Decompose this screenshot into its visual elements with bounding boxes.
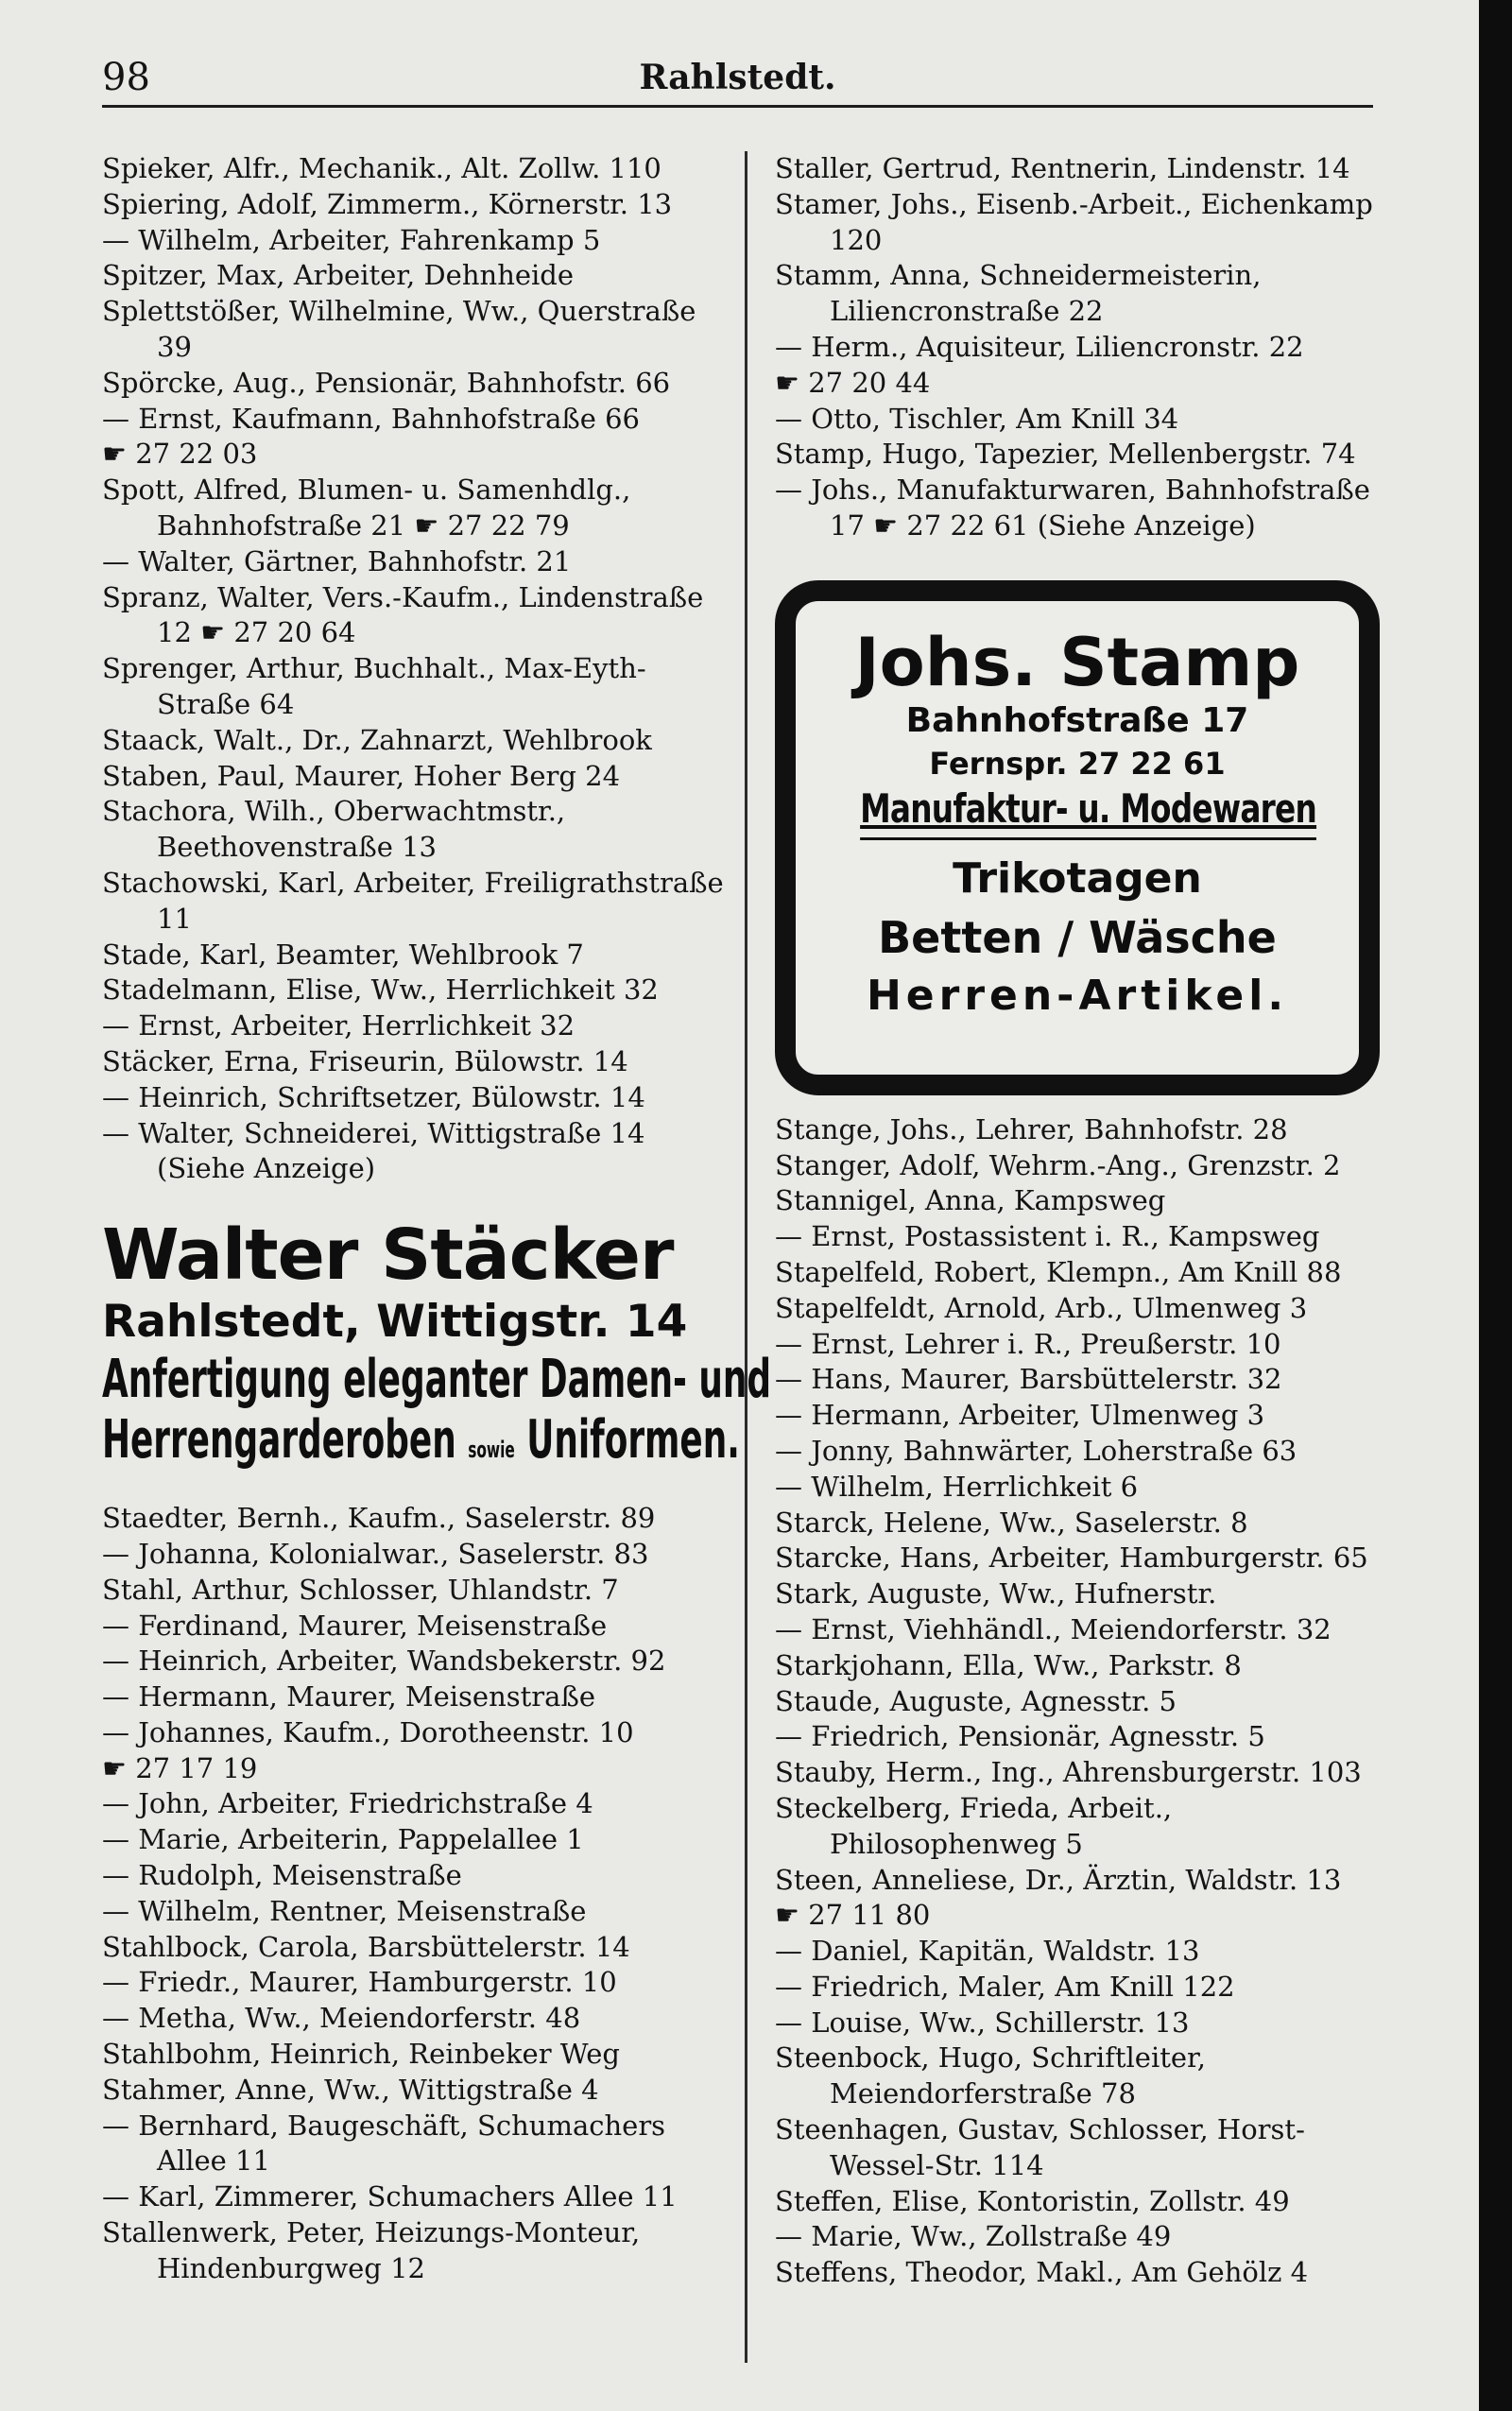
- directory-entry: Staedter, Bernh., Kaufm., Saselerstr. 89: [102, 1502, 656, 1535]
- directory-entry: Stange, Johs., Lehrer, Bahnhofstr. 28: [775, 1112, 1288, 1145]
- ad-line-2-small: sowie: [468, 1437, 515, 1464]
- directory-entry: — Johanna, Kolonialwar., Saselerstr. 83: [102, 1537, 649, 1570]
- ad-trade: Manufaktur- u. Modewaren: [860, 784, 1316, 840]
- directory-entry: — Hermann, Maurer, Meisenstraße: [102, 1680, 595, 1714]
- directory-entry: Splettstößer, Wilhelmine, Ww., Querstraße 39: [102, 295, 696, 363]
- right-entries-top: [775, 151, 1394, 544]
- directory-entry: Stallenwerk, Peter, Heizungs-Monteur, Hindenburgweg 12: [102, 2216, 641, 2284]
- directory-entry: Sprenger, Arthur, Buchhalt., Max-Eyth-Straße 64: [102, 652, 646, 720]
- directory-entry: — Johs., Manufakturwaren, Bahnhofstraße 17 ☛ 27 22 61 (Siehe Anzeige): [775, 474, 1370, 542]
- directory-entry: Steffens, Theodor, Makl., Am Gehölz 4: [775, 2256, 1309, 2289]
- running-head: Rahlstedt.: [639, 58, 836, 97]
- directory-entry: Stäcker, Erna, Friseurin, Bülowstr. 14: [102, 1044, 628, 1077]
- directory-entry: Starkjohann, Ella, Ww., Parkstr. 8: [775, 1648, 1242, 1681]
- directory-entry: — Hans, Maurer, Barsbüttelerstr. 32: [775, 1363, 1282, 1396]
- directory-entry: Stapelfeld, Robert, Klempn., Am Knill 88: [775, 1255, 1342, 1288]
- ad-line-1: Trikotagen: [953, 853, 1202, 903]
- directory-entry: — Louise, Ww., Schillerstr. 13: [775, 2006, 1190, 2039]
- left-entries-top: [102, 151, 733, 1187]
- directory-entry: — Marie, Ww., Zollstraße 49: [775, 2220, 1172, 2253]
- directory-entry: Spott, Alfred, Blumen- u. Samenhdlg., Bahnhofstraße 21 ☛ 27 22 79: [102, 474, 631, 542]
- directory-entry: Stachora, Wilh., Oberwachtmstr., Beethovenstraße 13: [102, 795, 566, 864]
- ad-address: Rahlstedt, Wittigstr. 14: [102, 1296, 688, 1349]
- directory-entry: Steffen, Elise, Kontoristin, Zollstr. 49: [775, 2184, 1290, 2217]
- directory-entry: — Hermann, Arbeiter, Ulmenweg 3: [775, 1399, 1265, 1432]
- ad-line-2: Betten / Wäsche: [878, 911, 1277, 963]
- directory-entry: — Marie, Arbeiterin, Pappelallee 1: [102, 1823, 584, 1856]
- directory-entry: Stadelmann, Elise, Ww., Herrlichkeit 32: [102, 973, 659, 1007]
- directory-entry: — Ernst, Viehhändl., Meiendorferstr. 32: [775, 1612, 1332, 1645]
- advertisement-stamp: [775, 580, 1380, 1095]
- directory-entry: — Ernst, Lehrer i. R., Preußerstr. 10: [775, 1327, 1281, 1360]
- directory-entry: Spitzer, Max, Arbeiter, Dehnheide: [102, 259, 575, 292]
- directory-entry: Stapelfeldt, Arnold, Arb., Ulmenweg 3: [775, 1291, 1308, 1324]
- directory-entry: Steenhagen, Gustav, Schlosser, Horst-Wessel-Str. 114: [775, 2113, 1305, 2181]
- right-column: [775, 151, 1394, 2291]
- directory-entry: — Bernhard, Baugeschäft, Schumachers Allee 11: [102, 2109, 666, 2178]
- directory-entry: — Johannes, Kaufm., Dorotheenstr. 10: [102, 1715, 634, 1748]
- directory-entry: Starck, Helene, Ww., Saselerstr. 8: [775, 1506, 1248, 1539]
- directory-entry: Stauby, Herm., Ing., Ahrensburgerstr. 103: [775, 1756, 1362, 1789]
- directory-entry: — Jonny, Bahnwärter, Loherstraße 63: [775, 1434, 1297, 1467]
- directory-entry: Spörcke, Aug., Pensionär, Bahnhofstr. 66: [102, 366, 671, 399]
- directory-entry: Staller, Gertrud, Rentnerin, Lindenstr. 14: [775, 152, 1350, 184]
- directory-entry: Starcke, Hans, Arbeiter, Hamburgerstr. 65: [775, 1541, 1368, 1575]
- directory-entry: Stamp, Hugo, Tapezier, Mellenbergstr. 74: [775, 438, 1356, 471]
- right-entries-bottom: [775, 1112, 1394, 2291]
- directory-entry: Stade, Karl, Beamter, Wehlbrook 7: [102, 938, 584, 971]
- directory-entry: — Metha, Ww., Meiendorferstr. 48: [102, 2002, 581, 2035]
- column-rule: [745, 151, 747, 2363]
- directory-entry: — Wilhelm, Rentner, Meisenstraße: [102, 1894, 587, 1927]
- directory-entry: Spranz, Walter, Vers.-Kaufm., Lindenstraße 12 ☛ 27 20 64: [102, 580, 704, 649]
- directory-entry: Stachowski, Karl, Arbeiter, Freiligrathstraße 11: [102, 866, 724, 935]
- directory-entry: Staben, Paul, Maurer, Hoher Berg 24: [102, 759, 621, 792]
- directory-entry: — Walter, Gärtner, Bahnhofstr. 21: [102, 544, 572, 577]
- directory-entry: — Friedr., Maurer, Hamburgerstr. 10: [102, 1966, 617, 1999]
- directory-entry: — Daniel, Kapitän, Waldstr. 13: [775, 1935, 1200, 1968]
- ad-firm-name: Johs. Stamp: [854, 623, 1300, 701]
- directory-entry: Stanger, Adolf, Wehrm.-Ang., Grenzstr. 2: [775, 1148, 1341, 1181]
- directory-entry: Staack, Walt., Dr., Zahnarzt, Wehlbrook: [102, 723, 652, 756]
- left-column: [102, 151, 772, 2287]
- directory-entry: — Friedrich, Pensionär, Agnesstr. 5: [775, 1720, 1265, 1753]
- directory-entry: Stahlbock, Carola, Barsbüttelerstr. 14: [102, 1930, 630, 1963]
- directory-entry: Stahlbohm, Heinrich, Reinbeker Weg: [102, 2038, 620, 2071]
- directory-entry: — Heinrich, Schriftsetzer, Bülowstr. 14: [102, 1080, 645, 1113]
- directory-entry: Stahl, Arthur, Schlosser, Uhlandstr. 7: [102, 1573, 619, 1606]
- directory-entry: — Rudolph, Meisenstraße: [102, 1859, 462, 1892]
- directory-entry: Stahmer, Anne, Ww., Wittigstraße 4: [102, 2073, 599, 2106]
- directory-entry: — John, Arbeiter, Friedrichstraße 4: [102, 1787, 593, 1820]
- ad-line-2: [102, 1409, 740, 1480]
- directory-entry: Staude, Auguste, Agnesstr. 5: [775, 1684, 1177, 1717]
- directory-entry: ☛ 27 17 19: [102, 1751, 258, 1784]
- directory-entry: Spieker, Alfr., Mechanik., Alt. Zollw. 110: [102, 152, 662, 184]
- directory-entry: — Walter, Schneiderei, Wittigstraße 14 (Siehe Anzeige): [102, 1116, 645, 1185]
- directory-entry: Stannigel, Anna, Kampsweg: [775, 1184, 1166, 1217]
- directory-entry: Steckelberg, Frieda, Arbeit., Philosophenweg 5: [775, 1791, 1173, 1860]
- left-entries-bottom: [102, 1501, 733, 2287]
- directory-entry: Spiering, Adolf, Zimmerm., Körnerstr. 13: [102, 187, 673, 220]
- header-rule: [102, 105, 1373, 108]
- page-number: 98: [102, 56, 150, 99]
- ad-line-2-b: Uniformen.: [526, 1409, 740, 1472]
- directory-entry: — Herm., Aquisiteur, Liliencronstr. 22: [775, 330, 1304, 363]
- ad-line-2-a: Herrengarderoben: [102, 1409, 456, 1472]
- ad-firm-name: Walter Stäcker: [102, 1214, 674, 1297]
- directory-entry: — Karl, Zimmerer, Schumachers Allee 11: [102, 2180, 678, 2213]
- directory-entry: — Ernst, Kaufmann, Bahnhofstraße 66: [102, 402, 641, 435]
- directory-entry: — Ernst, Postassistent i. R., Kampsweg: [775, 1220, 1320, 1253]
- ad-line-1: Anfertigung eleganter Damen- und: [102, 1349, 772, 1411]
- directory-entry: Steen, Anneliese, Dr., Ärztin, Waldstr. 13: [775, 1863, 1342, 1896]
- directory-entry: ☛ 27 22 03: [102, 438, 258, 471]
- directory-entry: Stark, Auguste, Ww., Hufnerstr.: [775, 1577, 1217, 1610]
- directory-entry: ☛ 27 20 44: [775, 366, 931, 399]
- directory-entry: — Otto, Tischler, Am Knill 34: [775, 402, 1179, 435]
- directory-entry: — Ernst, Arbeiter, Herrlichkeit 32: [102, 1009, 576, 1042]
- directory-entry: — Wilhelm, Herrlichkeit 6: [775, 1470, 1139, 1503]
- directory-entry: Stamm, Anna, Schneidermeisterin, Liliencronstraße 22: [775, 259, 1262, 328]
- directory-entry: — Ferdinand, Maurer, Meisenstraße: [102, 1609, 608, 1642]
- directory-entry: ☛ 27 11 80: [775, 1899, 931, 1932]
- ad-phone: Fernspr. 27 22 61: [929, 745, 1226, 782]
- ad-line-3: Herren-Artikel.: [866, 971, 1289, 1020]
- directory-entry: — Wilhelm, Arbeiter, Fahrenkamp 5: [102, 223, 601, 256]
- advertisement-staecker: [102, 1214, 772, 1480]
- page-header: [102, 49, 1373, 108]
- directory-entry: — Heinrich, Arbeiter, Wandsbekerstr. 92: [102, 1645, 666, 1678]
- directory-entry: Steenbock, Hugo, Schriftleiter, Meiendorferstraße 78: [775, 2041, 1206, 2110]
- directory-entry: Stamer, Johs., Eisenb.-Arbeit., Eichenkamp 120: [775, 187, 1373, 256]
- directory-entry: — Friedrich, Maler, Am Knill 122: [775, 1970, 1235, 2003]
- ad-street: Bahnhofstraße 17: [905, 700, 1249, 740]
